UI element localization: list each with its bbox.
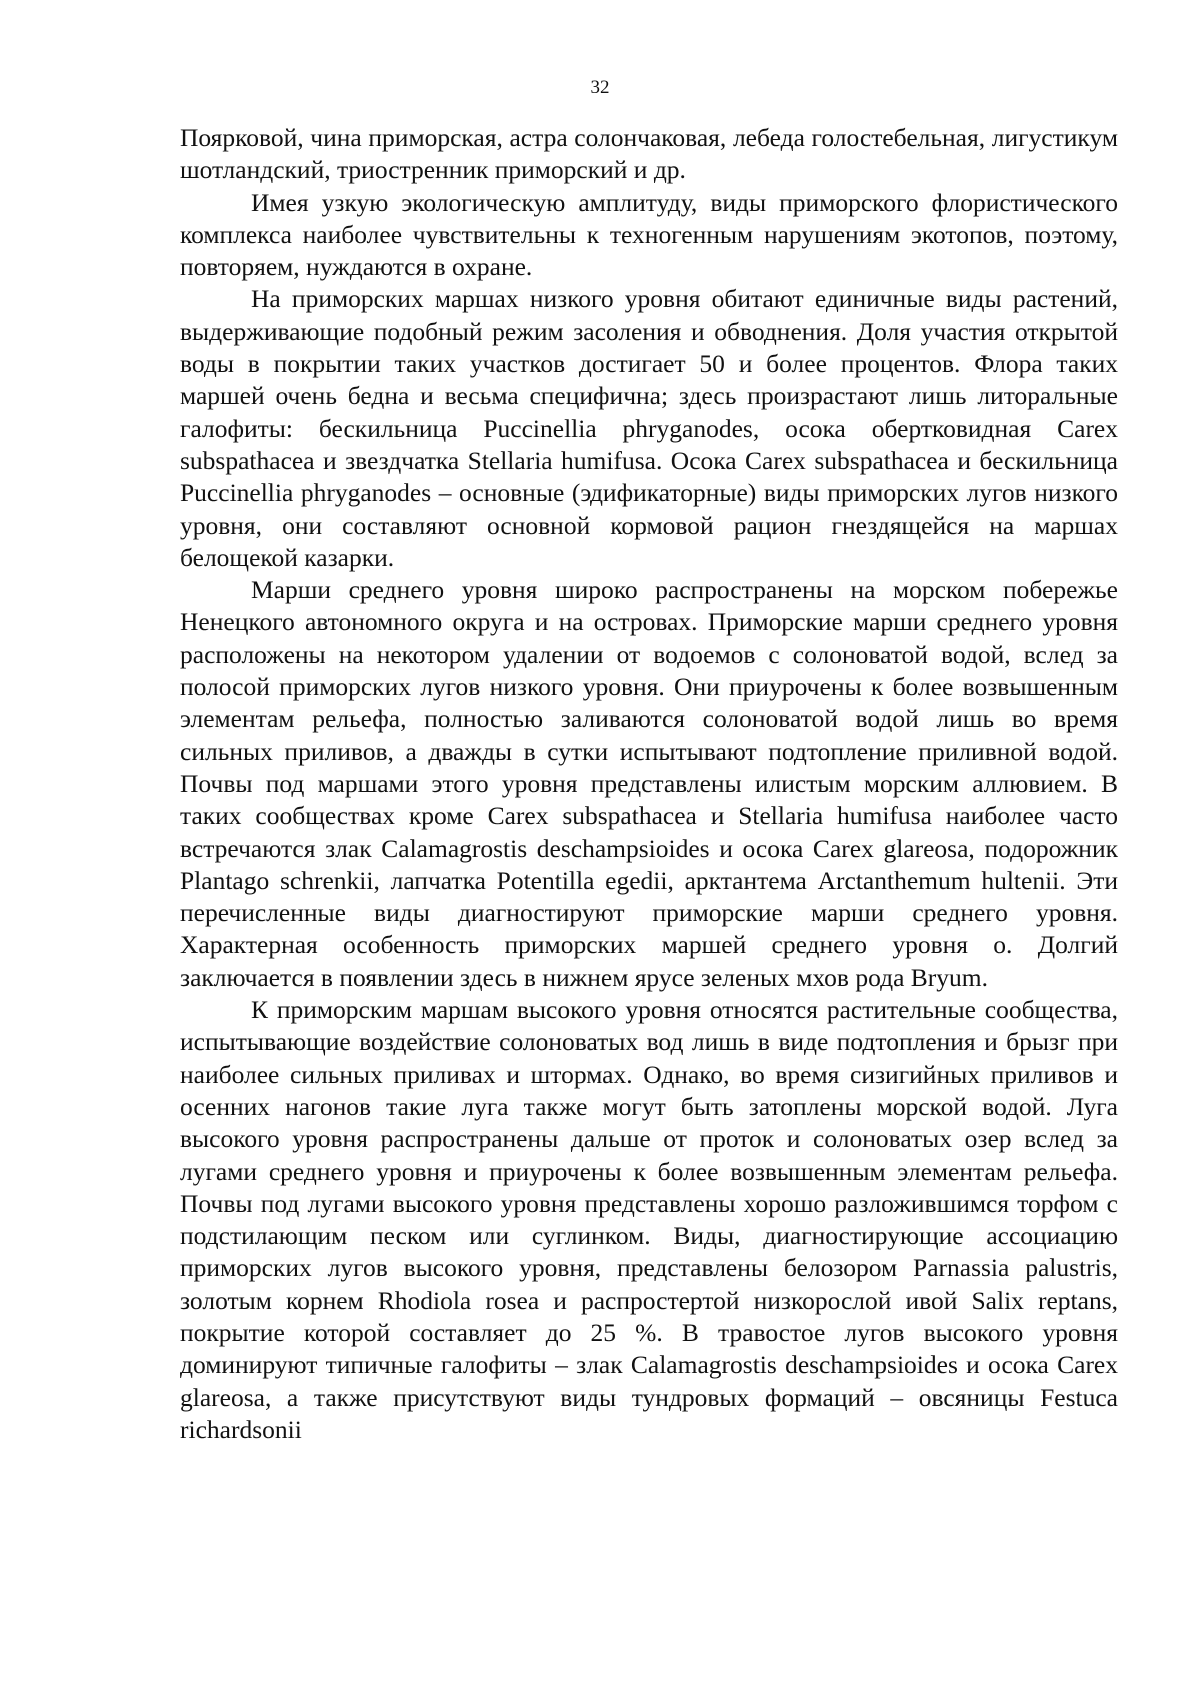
body-text [180, 122, 1118, 1446]
paragraph-continuation: Поярковой, чина приморская, астра солончаковая, лебеда голостебельная, лигустикум шотландский, триостренник приморский и др. [180, 123, 1118, 185]
paragraph: К приморским маршам высокого уровня относятся растительные сообщества, испытывающие воздействие солоноватых вод лишь в виде подтопления и брызг при наиболее сильных приливах и штормах. Однако, во время сизигийных приливов и осенних нагонов такие луга также могут быть затоплены морской водой. Луга высокого уровня распространены дальше от проток и солоноватых озер вслед за лугами среднего уровня и приурочены к более возвышенным элементам рельефа. Почвы под лугами высокого уровня представлены хорошо разложившимся торфом с подстилающим песком или суглинком. Виды, диагностирующие ассоциацию приморских лугов высокого уровня, представлены белозором Parnassia palustris, золотым корнем Rhodiola rosea и распростертой низкорослой ивой Salix reptans, покрытие которой составляет до 25 %. В травостое лугов высокого уровня доминируют типичные галофиты – злак Calamagrostis deschampsioides и осока Carex glareosa, а также присутствуют виды тундровых формаций – овсяницы Festuca richardsonii [180, 995, 1118, 1444]
paragraph: Марши среднего уровня широко распространены на морском побережье Ненецкого автономного округа и на островах. Приморские марши среднего уровня расположены на некотором удалении от водоемов с солоноватой водой, вслед за полосой приморских лугов низкого уровня. Они приурочены к более возвышенным элементам рельефа, полностью заливаются солоноватой водой лишь во время сильных приливов, а дважды в сутки испытывают подтопление приливной водой. Почвы под маршами этого уровня представлены илистым морским аллювием. В таких сообществах кроме Carex subspathacea и Stellaria humifusa наиболее часто встречаются злак Calamagrostis deschampsioides и осока Carex glareosa, подорожник Plantago schrenkii, лапчатка Potentilla egedii, арктантема Arctanthemum hultenii. Эти перечисленные виды диагностируют приморские марши среднего уровня. Характерная особенность приморских маршей среднего уровня о. Долгий заключается в появлении здесь в нижнем ярусе зеленых мхов рода Bryum. [180, 575, 1118, 992]
page-number: 32 [590, 77, 610, 98]
paragraph: Имея узкую экологическую амплитуду, виды приморского флористического комплекса наиболее чувствительны к техногенным нарушениям экотопов, поэтому, повторяем, нуждаются в охране. [180, 187, 1118, 282]
paragraph: На приморских маршах низкого уровня обитают единичные виды растений, выдерживающие подобный режим засоления и обводнения. Доля участия открытой воды в покрытии таких участков достигает 50 и более процентов. Флора таких маршей очень бедна и весьма специфична; здесь произрастают лишь литоральные галофиты: бескильница Puccinellia phryganodes, осока обертковидная Carex subspathacea и звездчатка Stellaria humifusa. Осока Carex subspathacea и бескильница Puccinellia phryganodes – основные (эдификаторные) виды приморских лугов низкого уровня, они составляют основной кормовой рацион гнездящейся на маршах белощекой казарки. [180, 284, 1118, 572]
